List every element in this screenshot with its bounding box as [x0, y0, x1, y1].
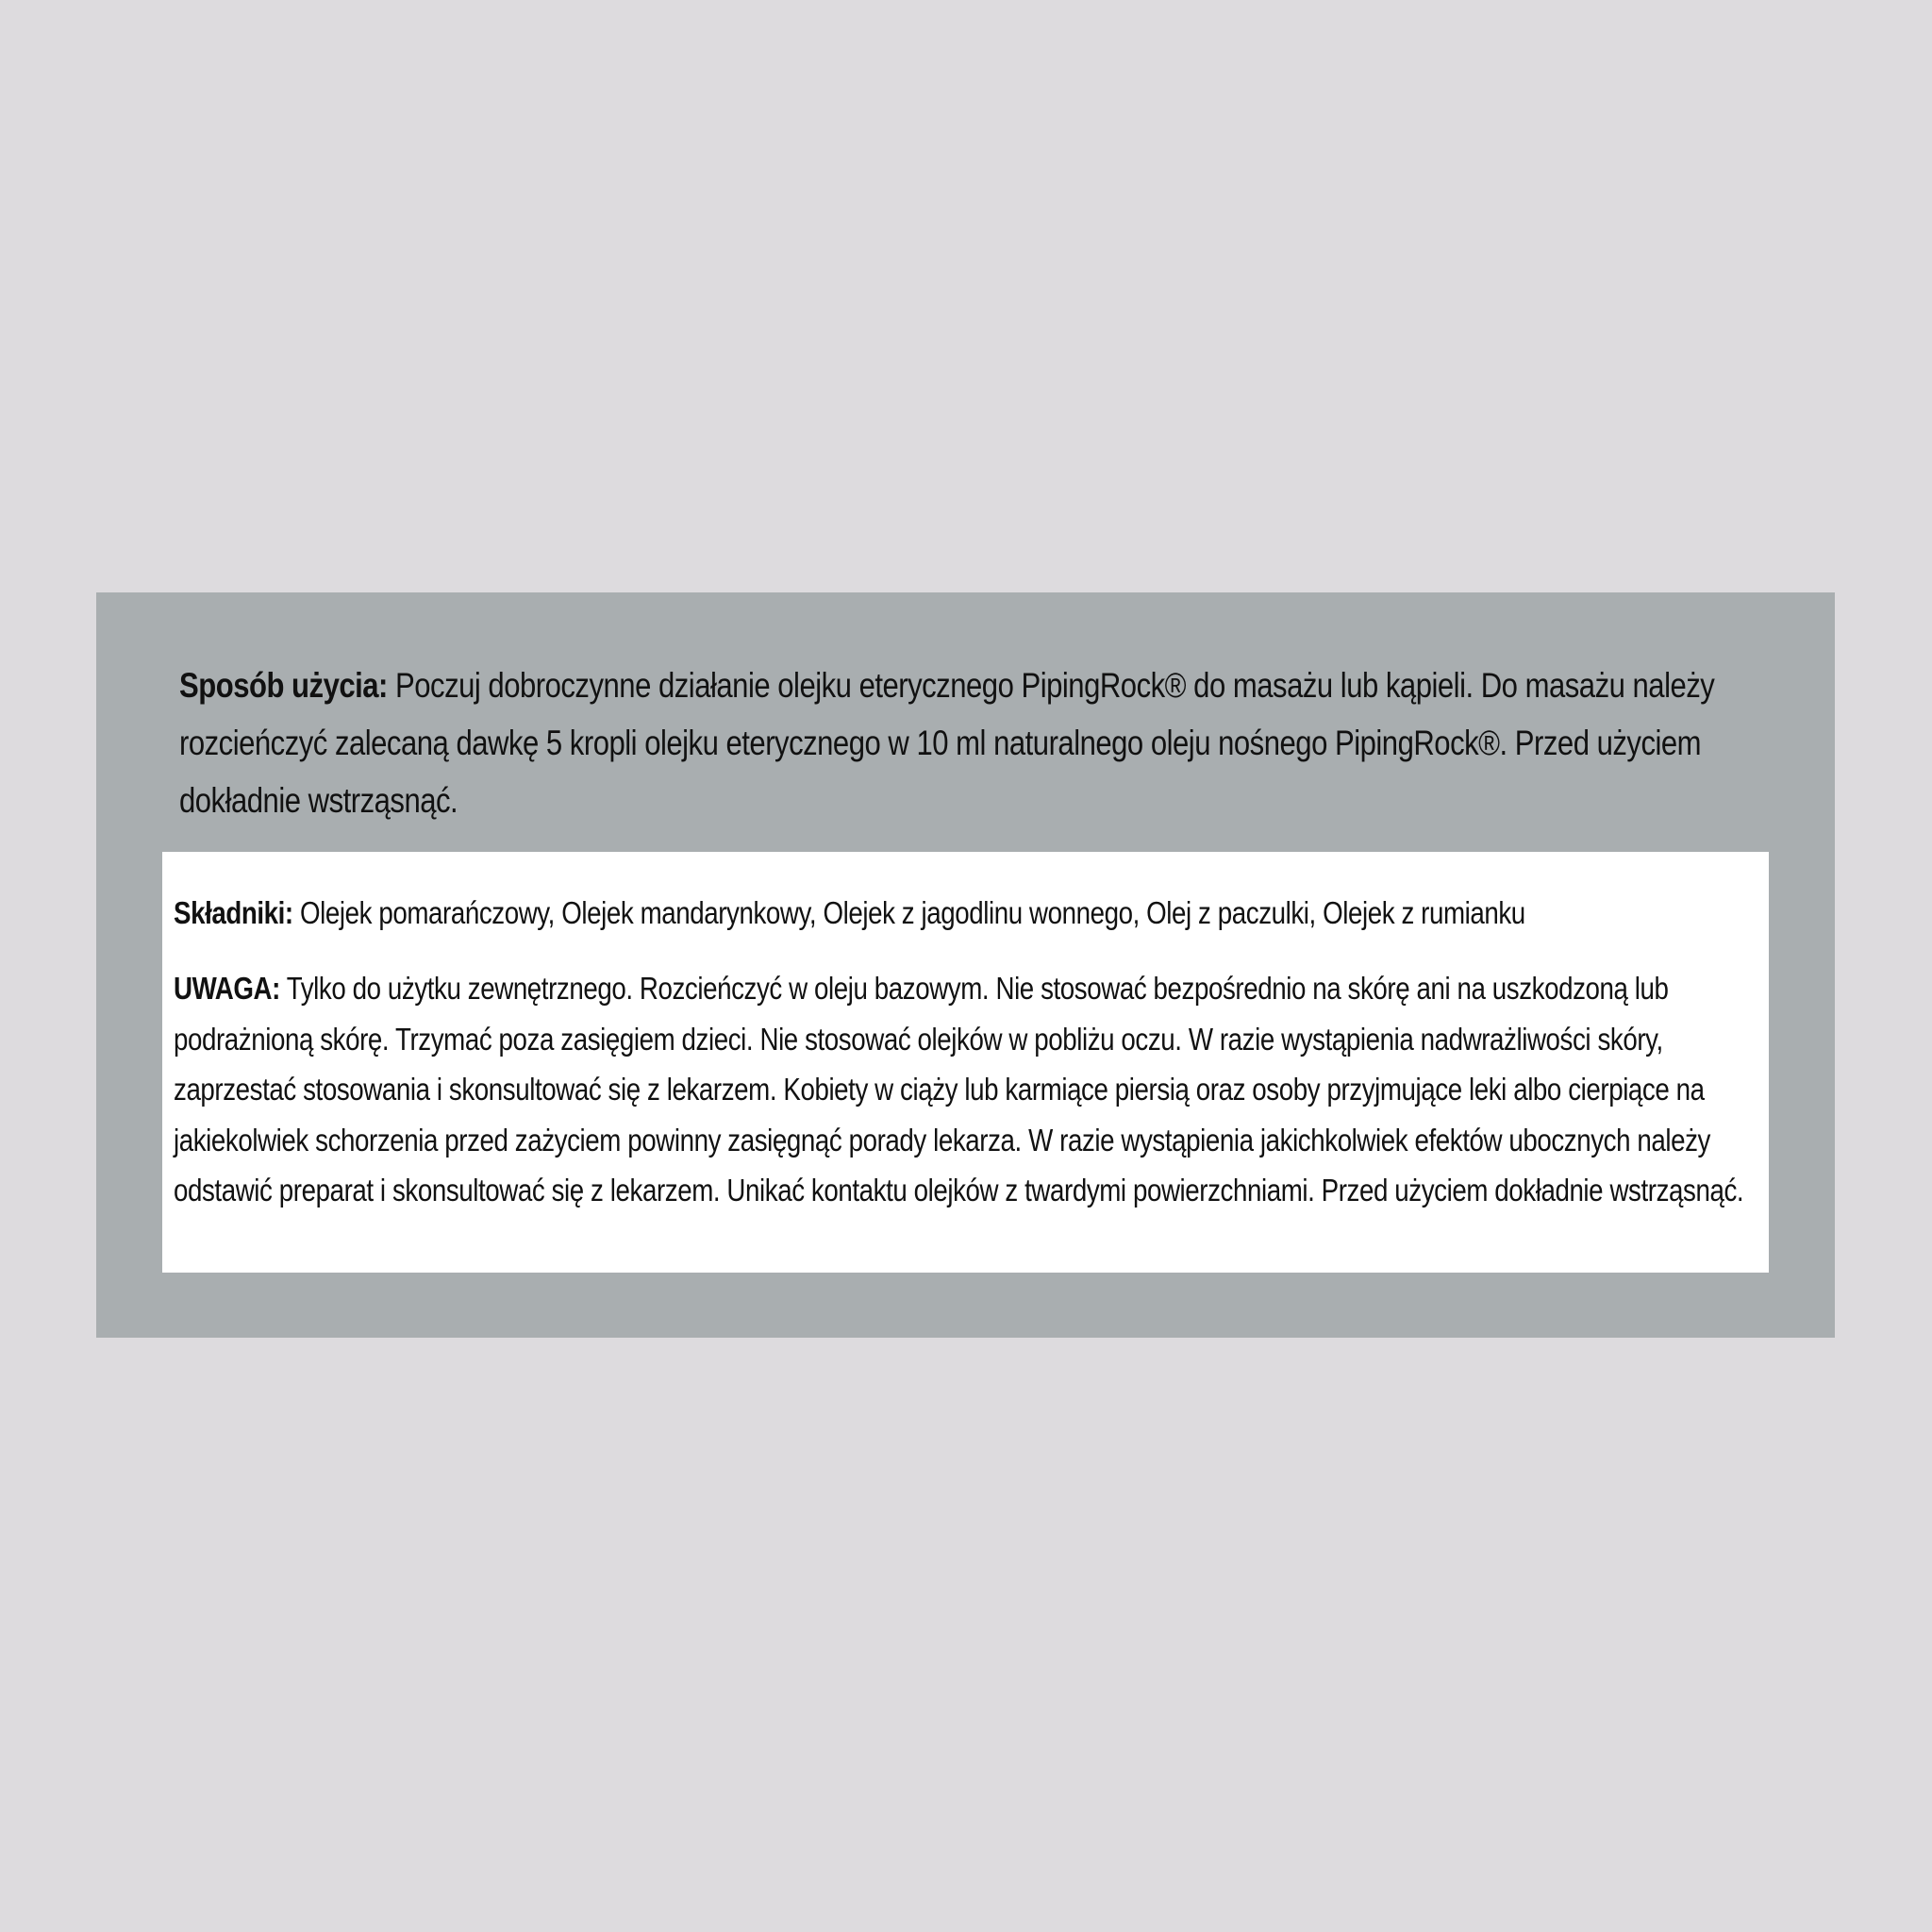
ingredients-paragraph [174, 888, 1774, 939]
warning-label: UWAGA: [174, 971, 280, 1006]
ingredients-warning-box [162, 852, 1769, 1273]
warning-text: Tylko do użytku zewnętrznego. Rozcieńczyć w oleju bazowym. Nie stosować bezpośrednio na skórę ani na uszkodzoną lub podrażnioną skórę. Trzymać poza zasięgiem dzieci. Nie stosować olejków w pobliżu oczu. W razie wystąpienia nadwrażliwości skóry, zaprzestać stosowania i skonsultować się z lekarzem. Kobiety w ciąży lub karmiące piersią oraz osoby przyjmujące leki albo cierpiące na jakiekolwiek schorzenia przed zażyciem powinny zasięgnąć porady lekarza. W razie wystąpienia jakichkolwiek efektów ubocznych należy odstawić preparat i skonsultować się z lekarzem. Unikać kontaktu olejków z twardymi powierzchniami. Przed użyciem dokładnie wstrząsnąć. [174, 971, 1744, 1208]
warning-paragraph [174, 963, 1758, 1216]
ingredients-label: Składniki: [174, 895, 293, 930]
directions-label: Sposób użycia: [179, 666, 388, 705]
label-panel [96, 592, 1835, 1338]
ingredients-text: Olejek pomarańczowy, Olejek mandarynkowy, Olejek z jagodlinu wonnego, Olej z paczulki, Olejek z rumianku [292, 895, 1525, 930]
directions-paragraph [179, 657, 1764, 829]
directions-text: Poczuj dobroczynne działanie olejku eterycznego PipingRock® do masażu lub kąpieli. Do masażu należy rozcieńczyć zalecaną dawkę 5 kropli olejku eterycznego w 10 ml naturalnego oleju nośnego PipingRock®. Przed użyciem dokładnie wstrząsnąć. [179, 666, 1715, 820]
